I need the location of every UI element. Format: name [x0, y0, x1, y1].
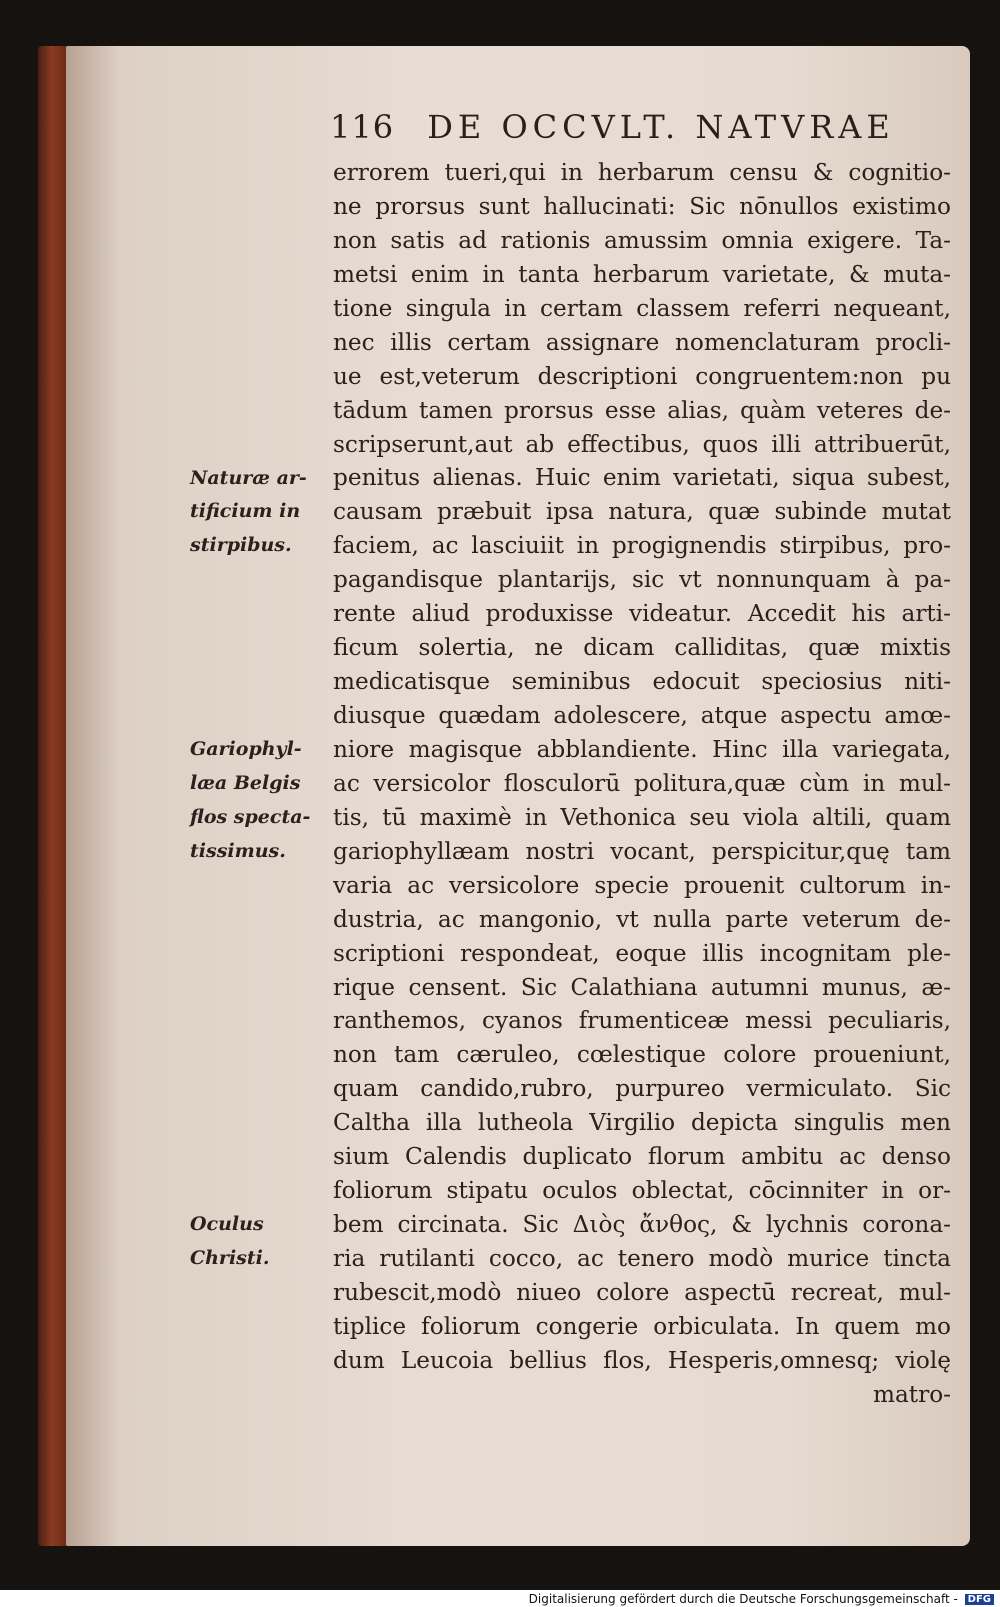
text-line: ranthemos, cyanos frumenticeæ messi peculiaris,: [333, 1007, 951, 1035]
marginal-note-3: [190, 1208, 330, 1276]
marginal-note-line: stirpibus.: [190, 534, 292, 557]
marginal-note-line: Christi.: [190, 1247, 270, 1270]
marginal-note-2: [190, 733, 330, 869]
marginal-note-line: Naturæ ar-: [190, 466, 307, 489]
text-line: metsi enim in tanta herbarum varietate, & muta-: [333, 260, 951, 288]
text-line: nec illis certam assignare nomenclaturam procli-: [333, 328, 951, 356]
text-line: faciem, ac lasciuiit in progignendis stirpibus, pro-: [333, 532, 951, 560]
text-line: rente aliud produxisse videatur. Accedit his arti-: [333, 600, 951, 628]
text-line: niore magisque abblandiente. Hinc illa variegata,: [333, 735, 951, 763]
marginal-note-1: [190, 462, 330, 564]
text-line: ficum solertia, ne dicam calliditas, quæ mixtis: [333, 634, 951, 662]
text-line: ac versicolor flosculorū politura,quæ cùm in mul-: [333, 769, 951, 797]
dfg-logo-icon: DFG: [965, 1594, 994, 1605]
marginal-note-line: tissimus.: [190, 839, 286, 862]
text-line: matro-: [872, 1380, 951, 1408]
text-line: dum Leucoia bellius flos, Hesperis,omnesq; violę: [333, 1346, 951, 1374]
text-line: gariophyllæam nostri vocant, perspicitur,quę tam: [333, 837, 951, 865]
text-line: scripserunt,aut ab effectibus, quos illi attribuerūt,: [333, 430, 951, 458]
text-line: medicatisque seminibus edocuit speciosius niti-: [333, 668, 951, 696]
text-line: varia ac versicolore specie prouenit cultorum in-: [333, 871, 951, 899]
text-line: tis, tū maximè in Vethonica seu viola altili, quam: [333, 803, 951, 831]
text-line: non satis ad rationis amussim omnia exigere. Ta-: [333, 226, 951, 254]
marginal-note-line: Gariophyl-: [190, 738, 302, 761]
running-title: DE OCCVLT. NATVRAE: [427, 108, 895, 146]
text-line: ue est,veterum descriptioni congruentem:non pu: [333, 362, 951, 390]
text-line: scriptioni respondeat, eoque illis incognitam ple-: [333, 939, 951, 967]
text-line: diusque quædam adolescere, atque aspectu amœ-: [333, 702, 951, 729]
text-line: bem circinata. Sic Διὸς ἄνθος, & lychnis corona-: [333, 1211, 951, 1239]
marginal-note-line: Oculus: [190, 1213, 264, 1236]
text-line: rubescit,modò niueo colore aspectū recreat, mul-: [333, 1278, 951, 1306]
text-line: tādum tamen prorsus esse alias, quàm veteres de-: [333, 396, 951, 424]
text-line: sium Calendis duplicato florum ambitu ac denso: [333, 1143, 951, 1171]
marginal-note-line: flos specta-: [190, 806, 311, 828]
text-line: quam candido,rubro, purpureo vermiculato. Sic: [333, 1075, 951, 1103]
credit-text: Digitalisierung gefördert durch die Deutsche Forschungsgemeinschaft -: [528, 1592, 958, 1606]
text-line: ria rutilanti cocco, ac tenero modò murice tincta: [333, 1245, 951, 1272]
text-line: foliorum stipatu oculos oblectat, cōcinniter in or-: [333, 1177, 951, 1205]
text-line: dustria, ac mangonio, vt nulla parte veterum de-: [333, 905, 951, 933]
running-head: [330, 108, 895, 146]
text-line: tione singula in certam classem referri nequeant,: [333, 294, 951, 322]
text-line: tiplice foliorum congerie orbiculata. In quem mo: [333, 1312, 951, 1340]
marginal-note-line: tificium in: [190, 500, 301, 523]
text-line: ne prorsus sunt hallucinati: Sic nōnullos existimo: [333, 192, 951, 220]
text-line: rique censent. Sic Calathiana autumni munus, æ-: [333, 973, 951, 1001]
text-line: penitus alienas. Huic enim varietati, siqua subest,: [333, 464, 951, 492]
text-line: Caltha illa lutheola Virgilio depicta singulis men: [333, 1109, 951, 1137]
text-line: causam præbuit ipsa natura, quæ subinde mutat: [333, 498, 951, 526]
main-text-block: [333, 156, 951, 1412]
text-line: errorem tueri,qui in herbarum censu & cognitio-: [333, 159, 951, 186]
marginal-note-line: læa Belgis: [190, 772, 301, 795]
page-number: 116: [330, 108, 395, 146]
digitization-credit: [529, 1592, 994, 1606]
text-line: pagandisque plantarijs, sic vt nonnunquam à pa-: [333, 566, 951, 594]
text-line: non tam cæruleo, cœlestique colore proueniunt,: [333, 1041, 951, 1069]
